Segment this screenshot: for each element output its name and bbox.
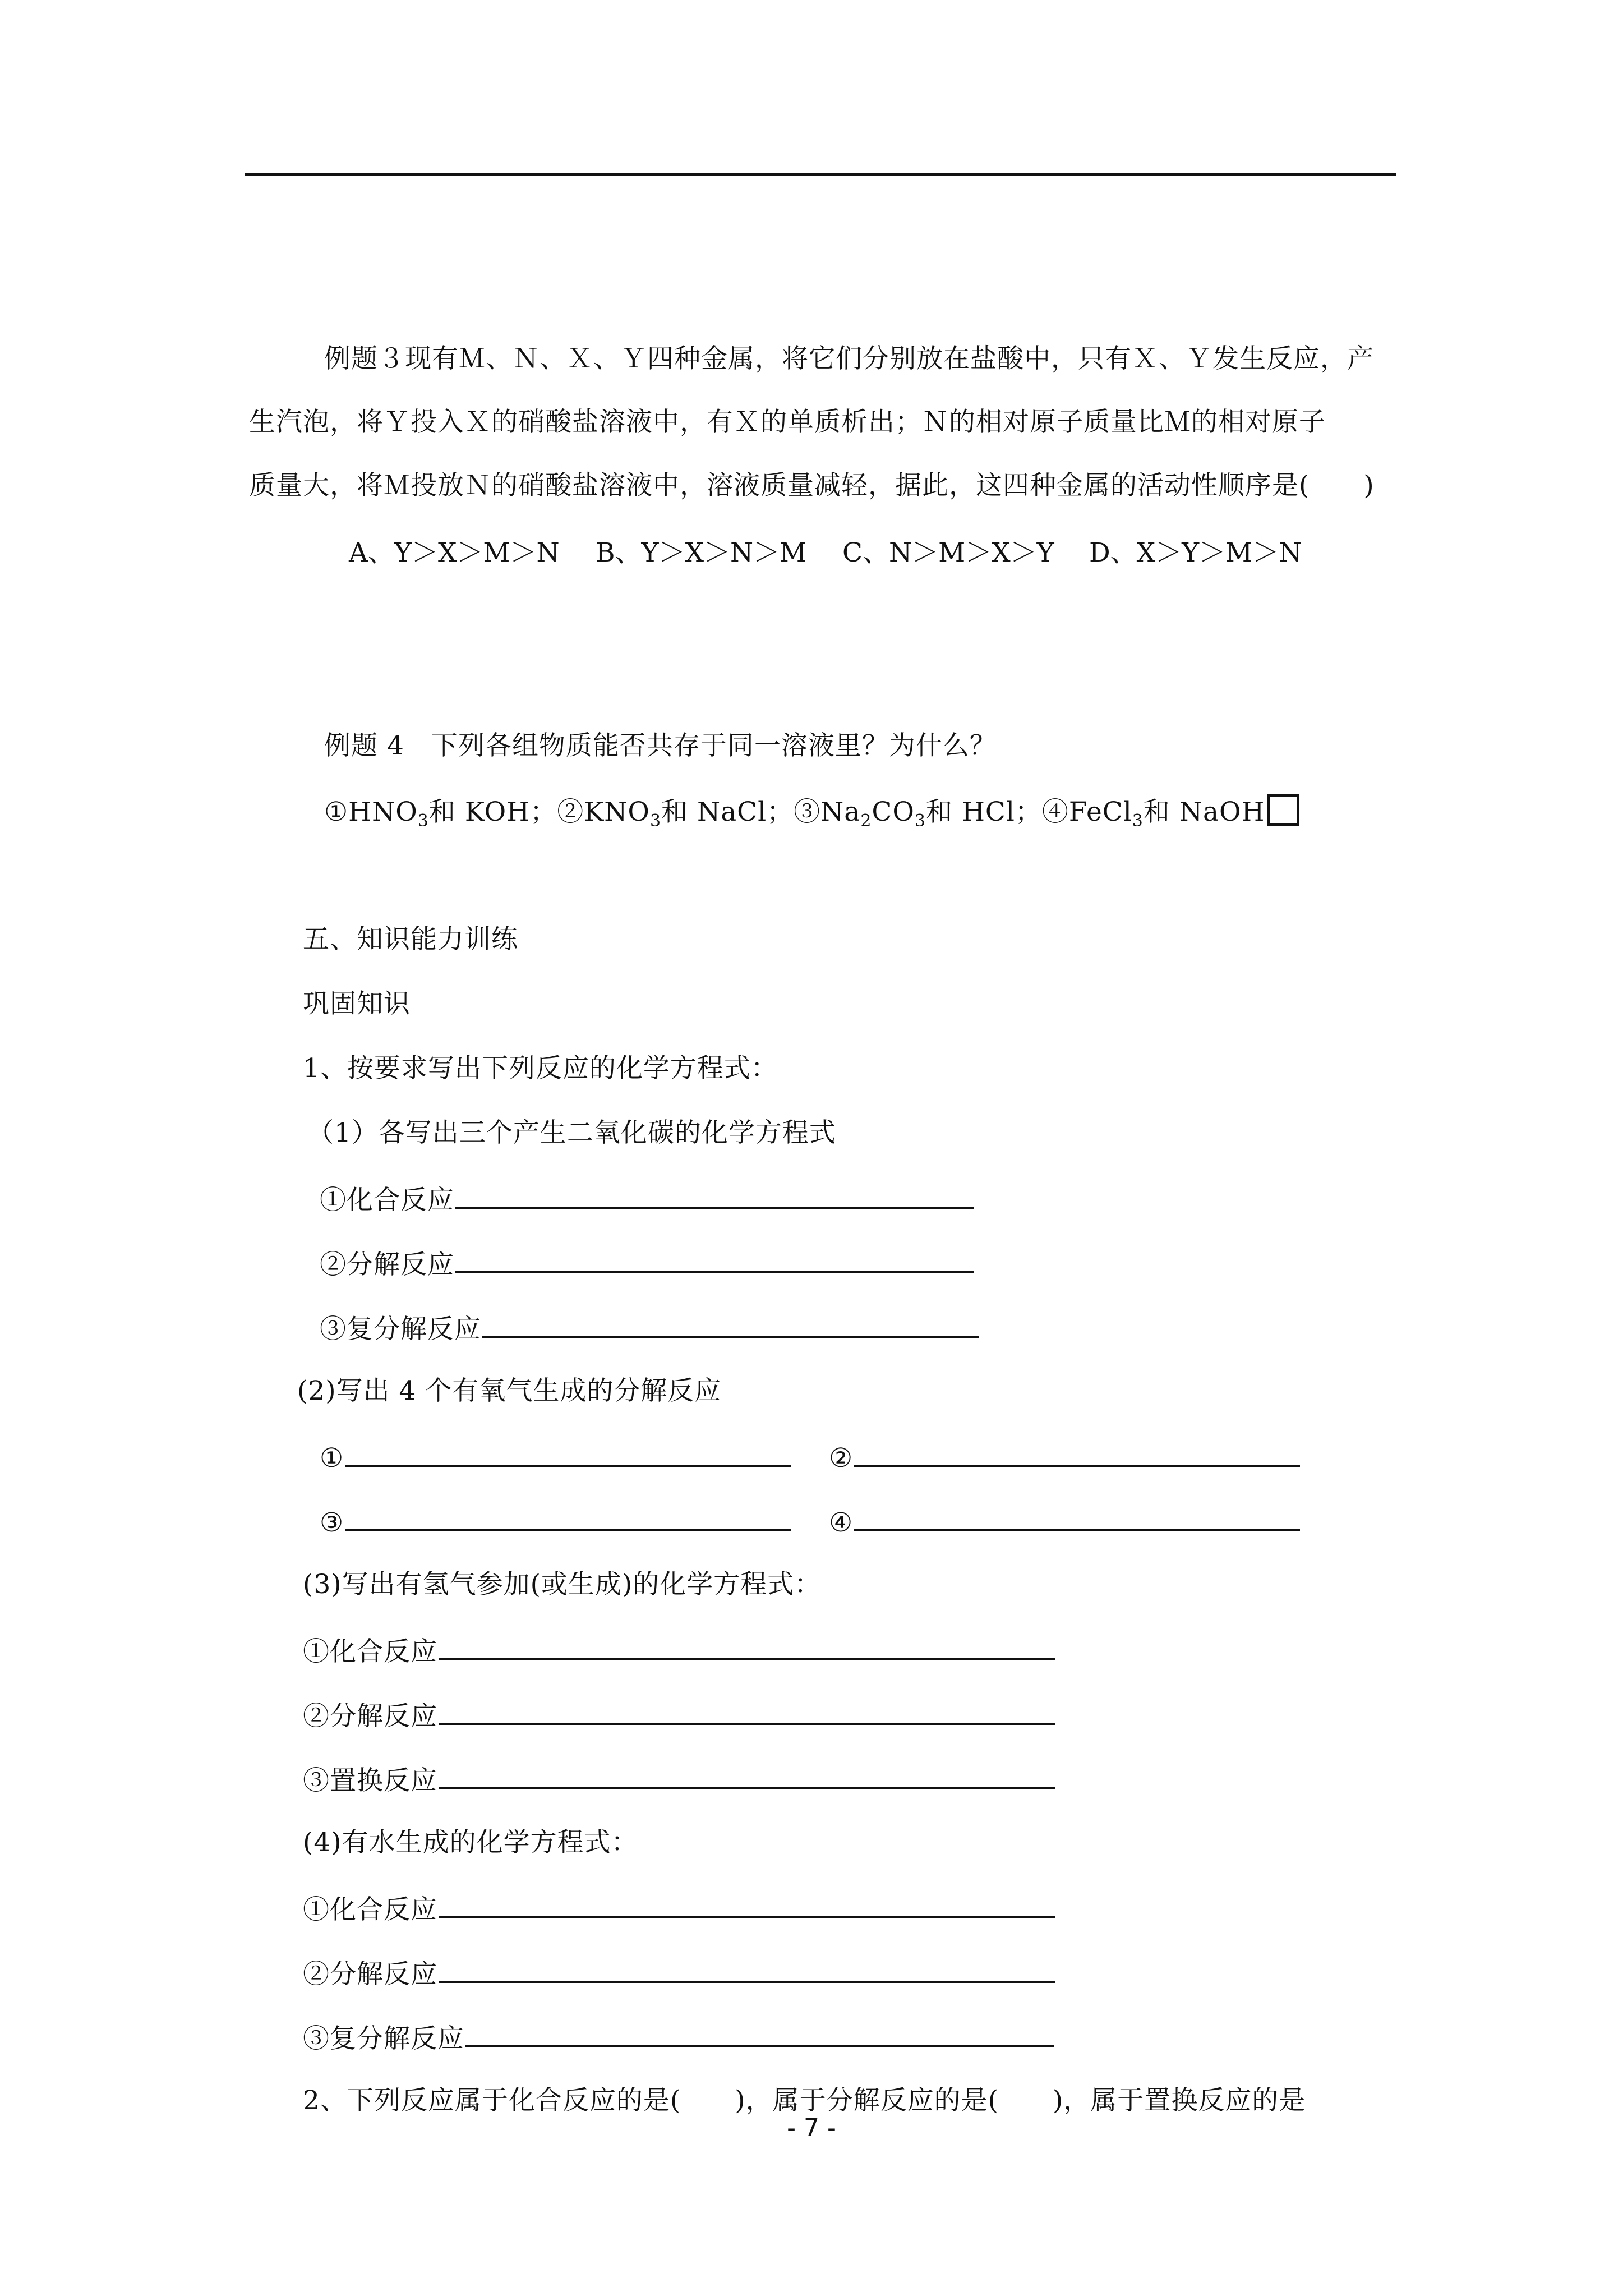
part-2-title: (2)写出 4 个有氧气生成的分解反应	[297, 1375, 722, 1406]
section-title: 五、知识能力训练	[303, 924, 518, 955]
page-number: - 7 -	[787, 2114, 836, 2142]
answer-blank[interactable]	[455, 1245, 974, 1273]
part-1-title: （1）各写出三个产生二氧化碳的化学方程式	[307, 1117, 836, 1148]
square-box	[1267, 794, 1299, 826]
ex3-option-c: C、N＞M＞X＞Y	[842, 537, 1054, 568]
answer-blank[interactable]	[854, 1503, 1300, 1531]
part-4-item-c: ③复分解反应	[303, 2019, 1054, 2056]
part-2-item-a: ①	[320, 1439, 791, 1475]
ex3-option-a: A、Y＞X＞M＞N	[349, 537, 560, 568]
part-3-item-a: ①化合反应	[303, 1632, 1055, 1669]
answer-blank[interactable]	[439, 1697, 1055, 1725]
answer-blank[interactable]	[439, 1761, 1055, 1789]
part-4-item-b: ②分解反应	[303, 1955, 1055, 1991]
answer-blank[interactable]	[439, 1632, 1055, 1660]
question-1: 1、按要求写出下列反应的化学方程式：	[303, 1053, 778, 1084]
ex4-item-1: $①HNO_3$和 KOH；	[324, 797, 557, 831]
part-3-item-c: ③置换反应	[303, 1761, 1055, 1798]
part-2-item-c: ③	[320, 1503, 791, 1540]
answer-blank[interactable]	[482, 1310, 979, 1338]
answer-blank[interactable]	[345, 1503, 791, 1531]
section-subtitle: 巩固知识	[303, 988, 411, 1019]
answer-blank[interactable]	[854, 1439, 1300, 1467]
part-4-title: (4)有水生成的化学方程式：	[303, 1827, 638, 1858]
ex3-option-d: D、X＞Y＞M＞N	[1089, 537, 1302, 568]
ex4-title: 例题 4 下列各组物质能否共存于同一溶液里？为什么？	[324, 730, 997, 761]
question-2: 2、下列反应属于化合反应的是( )，属于分解反应的是( )，属于置换反应的是	[303, 2085, 1306, 2116]
ex4-items	[324, 794, 1299, 829]
part-1-item-a: ①化合反应	[320, 1181, 974, 1217]
part-2-item-d: ④	[829, 1503, 1300, 1540]
part-4-item-a: ①化合反应	[303, 1890, 1055, 1927]
answer-blank[interactable]	[465, 2019, 1054, 2047]
answer-blank[interactable]	[439, 1890, 1055, 1918]
part-1-item-c: ③复分解反应	[320, 1310, 979, 1346]
answer-blank[interactable]	[345, 1439, 791, 1467]
part-3-item-b: ②分解反应	[303, 1697, 1055, 1733]
ex4-item-4: ④FeCl$_3$和 NaOH	[1041, 797, 1265, 831]
ex3-line-3: 质量大，将Ｍ投放Ｎ的硝酸盐溶液中，溶液质量减轻，据此，这四种金属的活动性顺序是( )	[249, 470, 1375, 501]
ex3-line-2: 生汽泡，将Ｙ投入Ｘ的硝酸盐溶液中，有Ｘ的单质析出；Ｎ的相对原子质量比Ｍ的相对原子	[249, 407, 1326, 438]
part-1-item-b: ②分解反应	[320, 1245, 974, 1282]
header-rule	[245, 173, 1396, 176]
ex3-line-1: 例题３现有Ｍ、Ｎ、Ｘ、Ｙ四种金属，将它们分别放在盐酸中，只有Ｘ、Ｙ发生反应，产	[324, 343, 1374, 374]
part-2-item-b: ②	[829, 1439, 1300, 1475]
ex4-item-2: $②KNO_3$和 NaCl；	[557, 797, 794, 831]
part-3-title: (3)写出有氢气参加(或生成)的化学方程式：	[303, 1569, 822, 1600]
answer-blank[interactable]	[439, 1955, 1055, 1983]
answer-blank[interactable]	[455, 1181, 974, 1209]
ex3-option-b: B、Y＞X＞N＞M	[596, 537, 807, 568]
ex4-item-3: $③Na_2CO_3$和 HCl；	[794, 797, 1042, 831]
